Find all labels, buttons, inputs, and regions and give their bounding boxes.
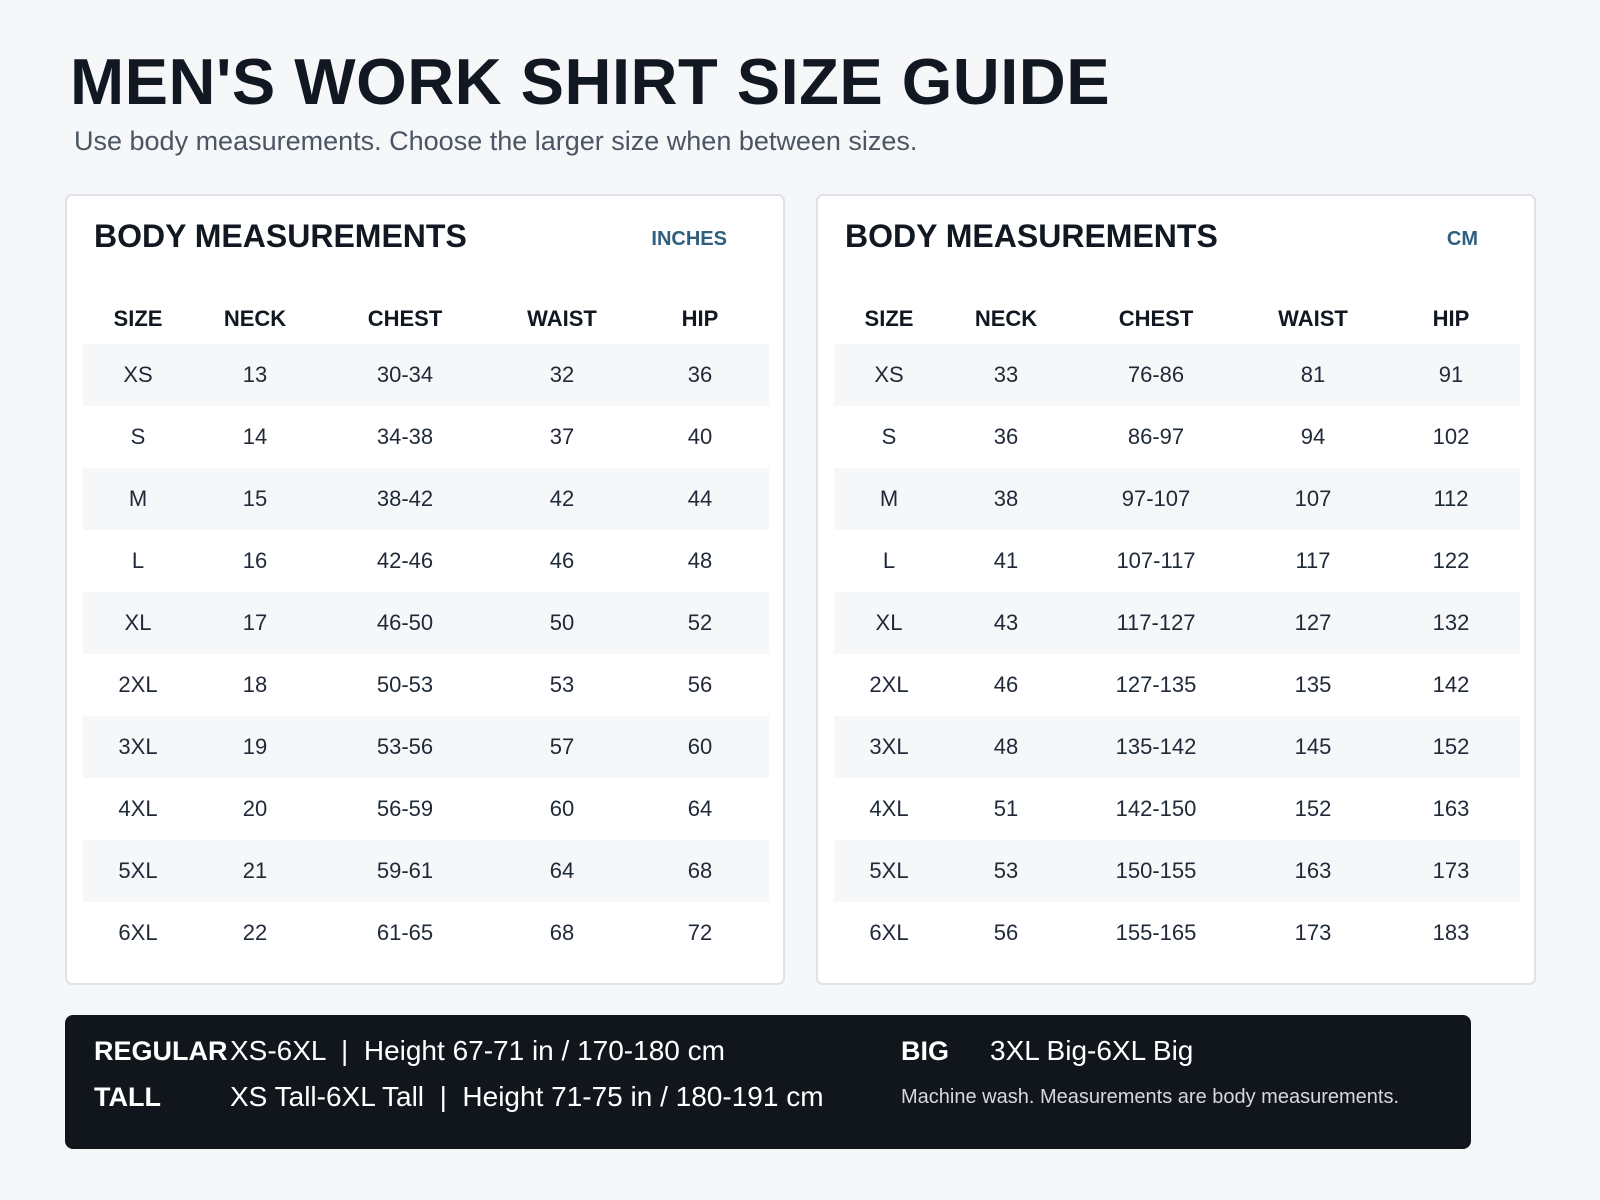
table-cell: XL [124, 610, 152, 635]
table-cell: 4XL [869, 796, 909, 821]
table-cell: 43 [993, 610, 1019, 635]
table-cell: 19 [242, 734, 268, 759]
table-cell: 56-59 [376, 796, 434, 821]
table-cell: 52 [687, 610, 713, 635]
table-cell: 97-107 [1121, 486, 1191, 511]
table-cell: 57 [549, 734, 575, 759]
column-header: CHEST [367, 306, 443, 331]
table-cell: M [128, 486, 148, 511]
big-label: BIG [901, 1036, 950, 1066]
table-cell: 163 [1294, 858, 1332, 883]
unit-label: CM [1446, 228, 1478, 250]
table-cell: 72 [687, 920, 713, 945]
table-row [83, 468, 769, 530]
table-cell: 2XL [118, 672, 158, 697]
table-cell: 3XL [869, 734, 909, 759]
table-cell: 34-38 [376, 424, 434, 449]
table-row [83, 840, 769, 902]
table-cell: M [879, 486, 899, 511]
table-cell: 53 [549, 672, 575, 697]
table-row [83, 406, 769, 468]
table-cell: 42-46 [376, 548, 434, 573]
regular-label: REGULAR [94, 1036, 228, 1066]
table-row [834, 778, 1520, 840]
table-cell: 68 [687, 858, 713, 883]
table-cell: 117-127 [1116, 610, 1196, 635]
table-cell: 132 [1432, 610, 1470, 635]
table-cell: 155-165 [1115, 920, 1197, 945]
table-cell: 5XL [118, 858, 158, 883]
table-cell: 53-56 [376, 734, 434, 759]
measurement-table [834, 294, 1520, 964]
table-cell: 152 [1294, 796, 1332, 821]
table-cell: 152 [1432, 734, 1470, 759]
inches-panel [65, 194, 785, 985]
table-cell: 142-150 [1115, 796, 1197, 821]
table-row [834, 902, 1520, 964]
measurement-table [83, 294, 769, 964]
table-row [83, 592, 769, 654]
table-row [83, 530, 769, 592]
table-cell: 46 [549, 548, 575, 573]
table-cell: L [131, 548, 145, 573]
table-cell: 135 [1294, 672, 1332, 697]
column-header: WAIST [1278, 306, 1348, 331]
table-cell: 59-61 [376, 858, 434, 883]
table-cell: 112 [1433, 486, 1469, 511]
table-cell: 173 [1294, 920, 1332, 945]
table-row [834, 716, 1520, 778]
table-row [834, 592, 1520, 654]
table-cell: 150-155 [1115, 858, 1197, 883]
big-text: 3XL Big-6XL Big [990, 1035, 1194, 1066]
column-header: NECK [974, 306, 1038, 331]
table-cell: 64 [687, 796, 713, 821]
table-cell: 60 [687, 734, 713, 759]
table-cell: 15 [242, 486, 268, 511]
table-cell: 16 [242, 548, 268, 573]
table-cell: 14 [242, 424, 268, 449]
table-cell: 30-34 [376, 362, 434, 387]
table-cell: 37 [549, 424, 575, 449]
table-cell: 48 [993, 734, 1019, 759]
table-row [834, 406, 1520, 468]
table-cell: 163 [1432, 796, 1470, 821]
table-cell: 20 [242, 796, 268, 821]
table-row [83, 654, 769, 716]
table-cell: 36 [687, 362, 713, 387]
table-row [83, 344, 769, 406]
table-cell: 91 [1438, 362, 1464, 387]
table-cell: 145 [1294, 734, 1332, 759]
panel-title: BODY MEASUREMENTS [845, 218, 1218, 254]
table-cell: XL [875, 610, 903, 635]
table-cell: 22 [242, 920, 268, 945]
table-cell: 6XL [869, 920, 909, 945]
table-cell: XS [874, 362, 904, 387]
page-title: MEN'S WORK SHIRT SIZE GUIDE [70, 45, 1111, 118]
table-cell: S [881, 424, 897, 449]
table-cell: 3XL [118, 734, 158, 759]
table-cell: 18 [242, 672, 268, 697]
cm-panel [816, 194, 1536, 985]
table-cell: 33 [993, 362, 1019, 387]
table-cell: 56 [993, 920, 1019, 945]
table-cell: 50 [549, 610, 575, 635]
table-header-row [83, 294, 769, 344]
table-row [83, 778, 769, 840]
table-cell: 46-50 [376, 610, 434, 635]
table-cell: 6XL [118, 920, 158, 945]
table-cell: 64 [549, 858, 575, 883]
table-cell: 56 [687, 672, 713, 697]
table-row [83, 716, 769, 778]
column-header: SIZE [113, 306, 163, 331]
table-cell: 4XL [118, 796, 158, 821]
table-cell: 183 [1432, 920, 1470, 945]
care-note: Machine wash. Measurements are body measurements. [901, 1086, 1400, 1108]
table-cell: 135-142 [1115, 734, 1197, 759]
table-cell: 94 [1300, 424, 1326, 449]
table-cell: 61-65 [376, 920, 434, 945]
table-cell: 122 [1432, 548, 1470, 573]
table-cell: 50-53 [376, 672, 434, 697]
table-row [834, 344, 1520, 406]
table-cell: 38 [993, 486, 1019, 511]
table-row [834, 468, 1520, 530]
tall-text: XS Tall-6XL Tall | Height 71-75 in / 180-191 cm [230, 1081, 824, 1112]
table-cell: 48 [687, 548, 713, 573]
regular-text: XS-6XL | Height 67-71 in / 170-180 cm [230, 1035, 725, 1066]
fit-info-footer [65, 1015, 1471, 1149]
column-header: WAIST [527, 306, 597, 331]
panel-title: BODY MEASUREMENTS [94, 218, 467, 254]
table-row [834, 840, 1520, 902]
table-cell: 40 [687, 424, 713, 449]
table-cell: 173 [1432, 858, 1470, 883]
table-cell: 142 [1432, 672, 1470, 697]
table-row [83, 902, 769, 964]
table-cell: XS [123, 362, 153, 387]
table-cell: L [882, 548, 896, 573]
table-cell: 68 [549, 920, 575, 945]
table-cell: 107 [1294, 486, 1332, 511]
page-subtitle: Use body measurements. Choose the larger size when between sizes. [74, 126, 918, 156]
table-cell: 81 [1300, 362, 1326, 387]
column-header: HIP [681, 306, 719, 331]
table-cell: 2XL [869, 672, 909, 697]
table-cell: 38-42 [376, 486, 434, 511]
table-cell: 13 [242, 362, 268, 387]
table-cell: 32 [549, 362, 575, 387]
tall-label: TALL [94, 1082, 161, 1112]
table-cell: 102 [1432, 424, 1470, 449]
table-cell: 117 [1295, 548, 1331, 573]
table-cell: 127-135 [1115, 672, 1197, 697]
column-header: SIZE [864, 306, 914, 331]
table-header-row [834, 294, 1520, 344]
table-row [834, 530, 1520, 592]
table-cell: 53 [993, 858, 1019, 883]
column-header: NECK [223, 306, 287, 331]
table-cell: 60 [549, 796, 575, 821]
table-cell: 17 [242, 610, 268, 635]
table-cell: 41 [993, 548, 1019, 573]
table-cell: 76-86 [1127, 362, 1185, 387]
table-cell: 51 [993, 796, 1019, 821]
table-cell: 36 [993, 424, 1019, 449]
table-cell: 46 [993, 672, 1019, 697]
column-header: HIP [1432, 306, 1470, 331]
table-cell: 127 [1294, 610, 1332, 635]
table-cell: 86-97 [1127, 424, 1185, 449]
column-header: CHEST [1118, 306, 1194, 331]
table-cell: 107-117 [1116, 548, 1196, 573]
unit-label: INCHES [651, 228, 727, 250]
table-cell: 21 [242, 858, 268, 883]
table-cell: 44 [687, 486, 713, 511]
table-cell: S [130, 424, 146, 449]
table-row [834, 654, 1520, 716]
table-cell: 42 [549, 486, 575, 511]
table-cell: 5XL [869, 858, 909, 883]
